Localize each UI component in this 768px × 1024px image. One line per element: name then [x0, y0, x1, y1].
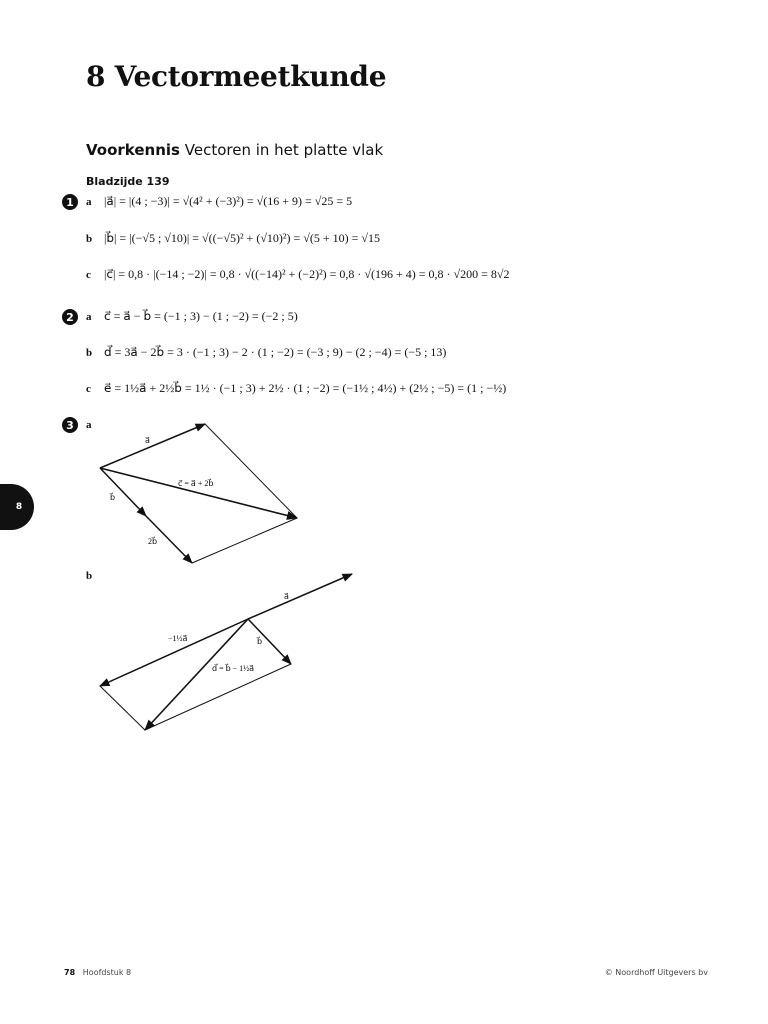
exercise-2b-label: b: [86, 347, 93, 359]
helper-line: [192, 518, 297, 563]
exercise-2a-formula: c⃗ = a⃗ − b⃗ = (−1 ; 3) − (1 ; −2) = (−2 ; 5): [104, 309, 298, 323]
exercise-1c-formula: |c⃗| = 0,8 · |(−14 ; −2)| = 0,8 · √((−14)² + (−2)²) = 0,8 · √(196 + 4) = 0,8 · √200 = 8√2: [104, 267, 510, 281]
exercise-1b-formula: |b⃗| = |(−√5 ; √10)| = √((−√5)² + (√10)²) = √(5 + 10) = √15: [104, 231, 380, 245]
figure-3a-vector-diagram: [80, 410, 320, 575]
exercise-2a-label: a: [86, 311, 92, 323]
exercise-1a-formula: |a⃗| = |(4 ; −3)| = √(4² + (−3)²) = √(16 + 9) = √25 = 5: [104, 194, 353, 208]
label-2b: 2b⃗: [148, 537, 158, 546]
exercise-2b-formula: d⃗ = 3a⃗ − 2b⃗ = 3 · (−1 ; 3) − 2 · (1 ; −2) = (−3 ; 9) − (2 ; −4) = (−5 ; 13): [104, 345, 447, 359]
exercise-2c-formula: e⃗ = 1½a⃗ + 2½b⃗ = 1½ · (−1 ; 3) + 2½ · (1 ; −2) = (−1½ ; 4½) + (2½ ; −5) = (1 ; −½): [104, 381, 507, 395]
exercise-3-number: 3: [62, 417, 78, 433]
exercise-1b-label: b: [86, 233, 93, 245]
footer-page-number: 78: [64, 968, 76, 977]
vector-a: [100, 424, 205, 468]
exercise-3a-label: a: [86, 419, 92, 431]
chapter-side-tab: 8: [0, 484, 34, 530]
exercise-1a-label: a: [86, 196, 92, 208]
section-prefix: Voorkennis: [86, 141, 180, 159]
exercise-2-number: 2: [62, 309, 78, 325]
section-title: Vectoren in het platte vlak: [184, 141, 384, 159]
footer-copyright: © Noordhoff Uitgevers bv: [604, 968, 708, 977]
figure-3b-vector-diagram: [90, 565, 360, 735]
label-d: d⃗ = b⃗ − 1½a⃗: [212, 664, 255, 673]
label-a: a⃗: [145, 436, 150, 445]
helper-line: [205, 424, 297, 518]
section-heading: [86, 141, 383, 159]
vector-minus-1half-a: [100, 619, 248, 686]
vector-d: [145, 619, 248, 730]
helper-line: [145, 664, 291, 730]
exercise-2c-label: c: [86, 383, 91, 395]
exercise-3b-label: b: [86, 570, 93, 582]
vector-c: [100, 468, 297, 518]
chapter-title: 8 Vectormeetkunde: [86, 60, 387, 93]
vector-a: [248, 574, 352, 619]
vector-b: [248, 619, 291, 664]
exercise-1c-label: c: [86, 269, 91, 281]
page-reference: Bladzijde 139: [86, 175, 170, 188]
footer-chapter: Hoofdstuk 8: [82, 968, 132, 977]
footer-left: [64, 968, 131, 977]
label-b: b⃗: [257, 637, 263, 646]
label-minus-1half-a: −1½a⃗: [168, 634, 188, 643]
exercise-1-number: 1: [62, 194, 78, 210]
label-c: c⃗ = a⃗ + 2b⃗: [178, 479, 214, 488]
vector-b: [100, 468, 146, 516]
label-b: b⃗: [110, 493, 116, 502]
label-a: a⃗: [284, 592, 289, 601]
helper-line: [100, 686, 145, 730]
